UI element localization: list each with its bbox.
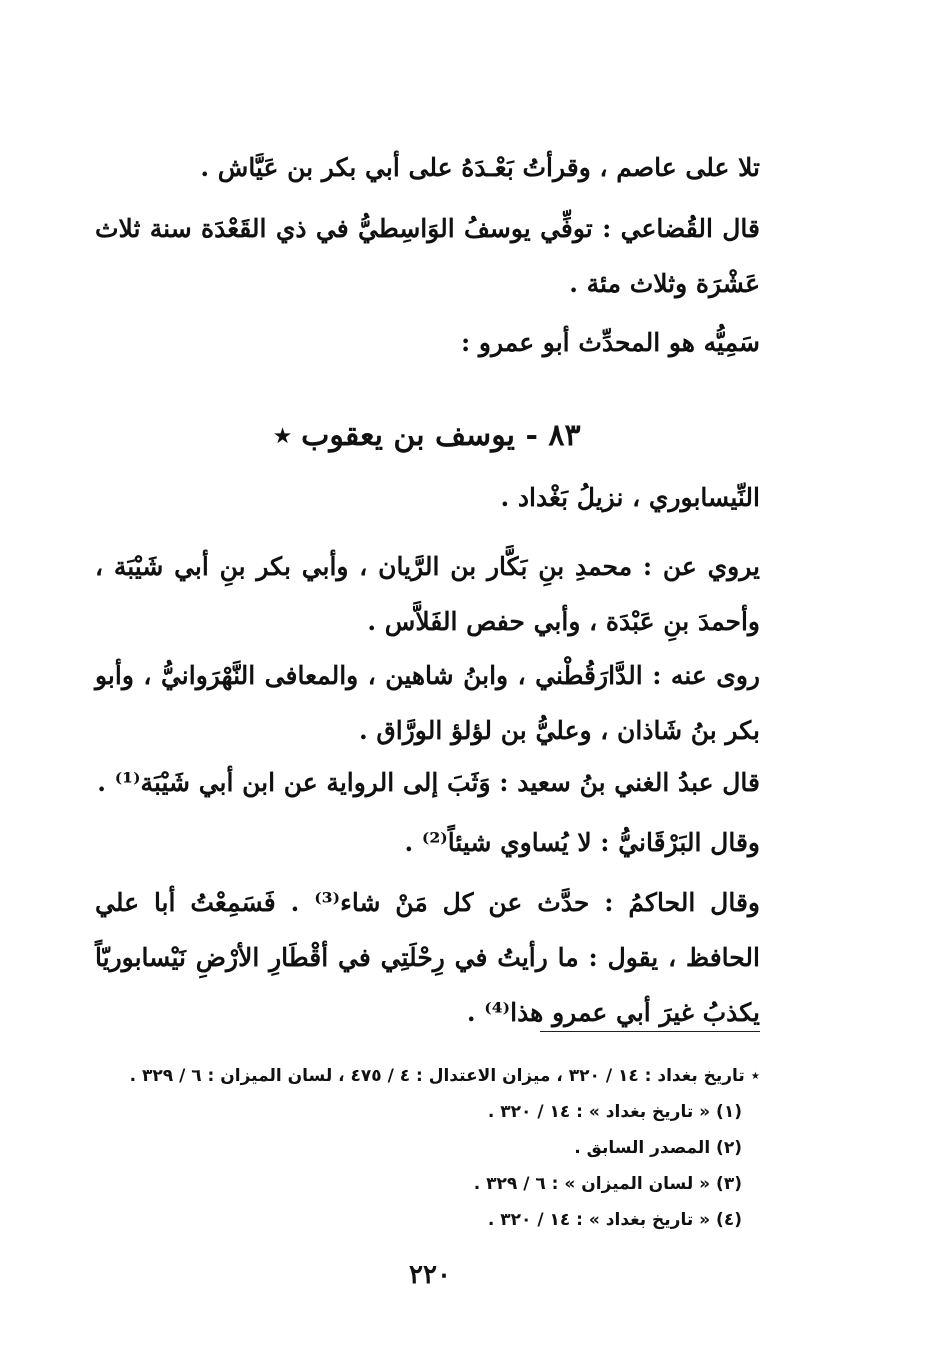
qudai-paragraph: قال القُضاعي : توفِّي يوسفُ الوَاسِطيُّ في ذي القَعْدَة سنة ثلاث عَشْرَة وثلاث مئة . xyxy=(95,214,760,298)
namesake-paragraph: سَمِيُّه هو المحدِّث أبو عمرو : xyxy=(460,328,760,357)
footnote-divider xyxy=(540,1031,760,1032)
barqani-paragraph: وقال البَرْقَانيُّ : لا يُساوي شيئاً⁽²⁾ . xyxy=(404,828,760,857)
narrates-from-paragraph: يروي عن : محمدِ بنِ بَكَّار بن الرَّيان ، وأبي بكر بنِ أبي شَيْبَة ، وأحمدَ بنِ عَبْدَة ، وأبي حفص الفَلاَّس . xyxy=(95,552,760,636)
nisba-paragraph: النِّيسابوري ، نزيلُ بَغْداد . xyxy=(500,483,760,512)
page-number: ٢٢٠ xyxy=(409,1260,451,1290)
footnote-1: (١) « تاريخ بغداد » : ١٤ / ٣٢٠ . xyxy=(487,1102,742,1122)
footnote-sources: ٭ تاريخ بغداد : ١٤ / ٣٢٠ ، ميزان الاعتدال : ٤ / ٤٧٥ ، لسان الميزان : ٦ / ٣٢٩ . xyxy=(129,1066,760,1086)
footnotes xyxy=(95,1058,760,1238)
continuation-paragraph: تلا على عاصم ، وقرأتُ بَعْـدَهُ على أبي بكر بن عَيَّاش . xyxy=(200,153,760,182)
hakim-paragraph: وقال الحاكمُ : حدَّث عن كل مَنْ شاء⁽³⁾ . فَسَمِعْتُ أبا علي الحافظ ، يقول : ما رأيتُ في رِحْلَتِي في أقْطَارِ الأرْضِ نَيْسابوريّاً يكذبُ غيرَ أبي عمرو هذا⁽⁴⁾ . xyxy=(95,888,760,1027)
footnote-3: (٣) « لسان الميزان » : ٦ / ٣٢٩ . xyxy=(473,1174,742,1194)
footnote-4: (٤) « تاريخ بغداد » : ١٤ / ٣٢٠ . xyxy=(487,1210,742,1230)
entry-heading: ٨٣ - يوسف بن يعقوب ٭ xyxy=(274,417,581,453)
narrated-by-paragraph: روى عنه : الدَّارَقُطْني ، وابنُ شاهين ، والمعافى النَّهْرَوانيُّ ، وأبو بكر بنُ شَاذان ، وعليُّ بن لؤلؤ الورَّاق . xyxy=(95,661,760,745)
abdulghani-paragraph: قال عبدُ الغني بنُ سعيد : وَثَبَ إلى الرواية عن ابن أبي شَيْبَة⁽¹⁾ . xyxy=(97,768,760,797)
footnote-2: (٢) المصدر السابق . xyxy=(574,1138,742,1158)
